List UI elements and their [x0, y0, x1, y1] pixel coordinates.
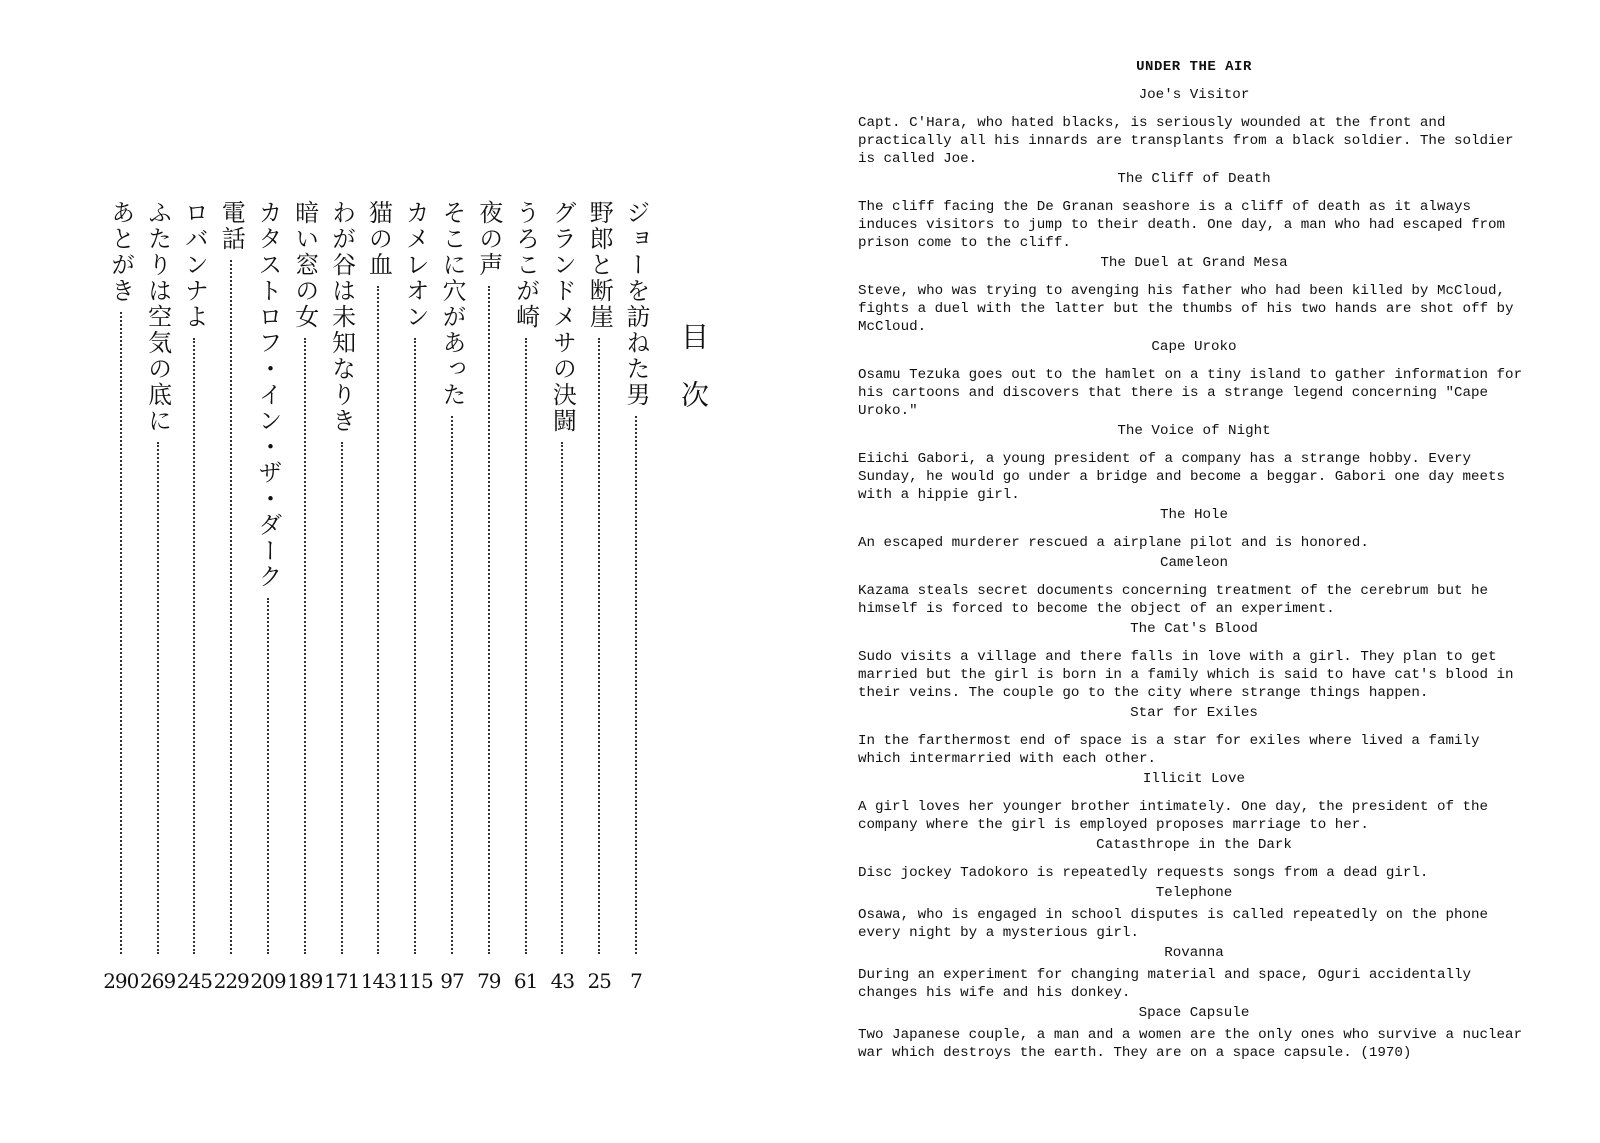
synopsis-entry — [858, 836, 1530, 882]
toc-dot-leader — [267, 598, 269, 954]
synopsis-entry-text: Eiichi Gabori, a young president of a company has a strange hobby. Every Sunday, he would go under a bridge and become a beggar. Gabori one day meets with a hippie girl. — [858, 451, 1506, 503]
toc-entry-title: わが谷は未知なりき — [327, 200, 356, 434]
toc-entry — [178, 200, 210, 994]
toc-entry-page-number: 43 — [550, 969, 575, 993]
toc-dot-leader — [451, 416, 453, 954]
toc-dot-leader — [635, 416, 637, 954]
toc-entry-page-number: 229 — [213, 969, 249, 993]
toc-entry-title: 夜の声 — [474, 200, 503, 278]
toc-entry-page-number: 171 — [324, 969, 360, 993]
toc-entry-title: 野郎と断崖 — [585, 200, 614, 330]
toc-dot-leader — [488, 286, 490, 954]
toc-dot-leader — [598, 338, 600, 954]
synopsis-entry — [858, 86, 1530, 168]
synopsis-entry-heading: Catasthrope in the Dark — [1096, 837, 1292, 853]
synopsis-entry-text: Sudo visits a village and there falls in love with a girl. They plan to get married but the girl is born in a family which is said to have cat's blood in their veins. The couple go to the city where strange things happen. — [858, 649, 1514, 701]
toc-dot-leader — [525, 338, 527, 954]
toc-entry — [105, 200, 137, 994]
synopsis-entry-heading: The Hole — [1159, 507, 1229, 523]
toc-dot-leader — [304, 338, 306, 954]
toc-entry-page-number: 79 — [477, 969, 501, 993]
toc-entry-page-number: 143 — [360, 969, 396, 993]
synopsis-entry — [858, 944, 1530, 1002]
synopsis-entry-text: The cliff facing the De Granan seashore is a cliff of death as it always induces visitors to jump to their death. One day, a man who had escaped from prison come to the cliff. — [858, 199, 1506, 251]
toc-entry-page-number: 115 — [397, 969, 433, 993]
synopsis-entry-heading: Star for Exiles — [1130, 705, 1258, 721]
synopsis-entry-text: Osawa, who is engaged in school disputes is called repeatedly on the phone every night by a mysterious girl. — [858, 907, 1489, 941]
synopsis-entry-heading: Cape Uroko — [1151, 339, 1237, 355]
synopsis-title: UNDER THE AIR — [1136, 59, 1252, 75]
toc-entry-title: カタストロフ・イン・ザ・ダーク — [254, 200, 282, 590]
synopsis-entry-text: An escaped murderer rescued a airplane pilot and is honored. — [858, 535, 1369, 551]
toc-entry-title: ふたりは空気の底に — [143, 200, 172, 434]
synopsis-entry-heading: The Duel at Grand Mesa — [1100, 255, 1288, 271]
toc-dot-leader — [377, 286, 379, 954]
synopsis-entry — [858, 1004, 1530, 1062]
toc-entry — [142, 200, 174, 994]
toc-entry-page-number: 245 — [176, 969, 212, 993]
toc-entry — [546, 200, 578, 994]
synopsis-entry-heading: The Voice of Night — [1117, 423, 1271, 439]
synopsis-entry-text: Kazama steals secret documents concerning treatment of the cerebrum but he himself is forced to become the object of an experiment. — [858, 583, 1489, 617]
synopsis-entry — [858, 704, 1530, 768]
synopsis-entry-heading: Illicit Love — [1142, 771, 1246, 787]
toc-dot-leader — [120, 312, 122, 954]
toc-entry-title: 猫の血 — [364, 200, 393, 278]
toc-entry — [289, 200, 321, 994]
toc-entry — [399, 200, 431, 994]
synopsis-entry — [858, 422, 1530, 504]
toc-entry-page-number: 269 — [140, 969, 176, 993]
toc-entry-title: 暗い窓の女 — [290, 200, 319, 330]
synopsis — [858, 58, 1530, 1064]
toc-entry-page-number: 97 — [440, 969, 464, 993]
toc-entry-title: あとがき — [106, 200, 135, 304]
synopsis-entry — [858, 170, 1530, 252]
toc-entry-title: カメレオン — [401, 200, 430, 330]
toc-dot-leader — [341, 442, 343, 954]
toc-entry — [362, 200, 394, 994]
synopsis-entry-text: Osamu Tezuka goes out to the hamlet on a tiny island to gather information for his cartoons and discovers that there is a strange legend concerning "Cape Uroko." — [858, 367, 1523, 419]
toc-entry — [252, 200, 284, 994]
synopsis-page — [800, 0, 1600, 1143]
synopsis-entry-heading: Telephone — [1155, 885, 1233, 901]
synopsis-entry-heading: The Cat's Blood — [1130, 621, 1258, 637]
synopsis-entry-text: Two Japanese couple, a man and a women are the only ones who survive a nuclear war which destroys the earth. They are on a space capsule. (1970) — [858, 1027, 1523, 1061]
synopsis-entry — [858, 338, 1530, 420]
synopsis-entry-text: Disc jockey Tadokoro is repeatedly requests songs from a dead girl. — [858, 865, 1429, 881]
toc-entry-page-number: 290 — [103, 969, 139, 993]
synopsis-entry-heading: Rovanna — [1164, 945, 1224, 961]
toc-entry — [215, 200, 247, 994]
toc-entry — [326, 200, 358, 994]
toc-entry-page-number: 25 — [587, 969, 611, 993]
synopsis-entry — [858, 506, 1530, 552]
synopsis-entry-text: A girl loves her younger brother intimately. One day, the president of the company where the girl is employed proposes marriage to her. — [858, 799, 1489, 833]
toc-heading: 目次 — [677, 322, 710, 438]
toc-dot-leader — [157, 442, 159, 954]
synopsis-entry-text: During an experiment for changing material and space, Oguri accidentally changes his wife and his donkey. — [858, 967, 1471, 1001]
synopsis-entry-text: Steve, who was trying to avenging his father who had been killed by McCloud, fights a duel with the latter but the thumbs of his two hands are shot off by McCloud. — [858, 283, 1514, 335]
synopsis-entry-text: In the farthermost end of space is a star for exiles where lived a family which intermarried with each other. — [858, 733, 1480, 767]
synopsis-entries — [858, 86, 1530, 1062]
toc-entry — [473, 200, 505, 994]
toc-dot-leader — [193, 338, 195, 954]
toc-dot-leader — [414, 338, 416, 954]
synopsis-entry — [858, 620, 1530, 702]
synopsis-entry-heading: Joe's Visitor — [1138, 87, 1250, 103]
toc-entry — [620, 200, 652, 994]
synopsis-entry — [858, 884, 1530, 942]
toc-entry-page-number: 209 — [250, 969, 286, 993]
toc-entry-title: ロバンナよ — [180, 200, 209, 330]
synopsis-entry — [858, 770, 1530, 834]
synopsis-entry-text: Capt. C'Hara, who hated blacks, is seriously wounded at the front and practically all his innards are transplants from a black soldier. The soldier is called Joe. — [858, 115, 1514, 167]
synopsis-entry-heading: The Cliff of Death — [1117, 171, 1271, 187]
toc-entry-title: ジョーを訪ねた男 — [622, 200, 650, 408]
toc-entry-title: うろこが崎 — [511, 200, 540, 330]
toc-dot-leader — [561, 442, 563, 954]
toc-entry-page-number: 7 — [630, 969, 642, 993]
toc-entry-title: 電話 — [217, 200, 246, 252]
synopsis-entry — [858, 554, 1530, 618]
toc-entry — [583, 200, 615, 994]
synopsis-entry — [858, 254, 1530, 336]
toc-entry-title: グランドメサの決闘 — [548, 200, 577, 434]
toc-entry-title: そこに穴があった — [438, 200, 466, 408]
toc-entry-page-number: 189 — [287, 969, 323, 993]
toc-dot-leader — [230, 260, 232, 954]
toc-entry — [436, 200, 468, 994]
synopsis-entry-heading: Space Capsule — [1138, 1005, 1250, 1021]
synopsis-entry-heading: Cameleon — [1159, 555, 1229, 571]
toc-entry — [510, 200, 542, 994]
toc-entry-page-number: 61 — [513, 969, 538, 993]
